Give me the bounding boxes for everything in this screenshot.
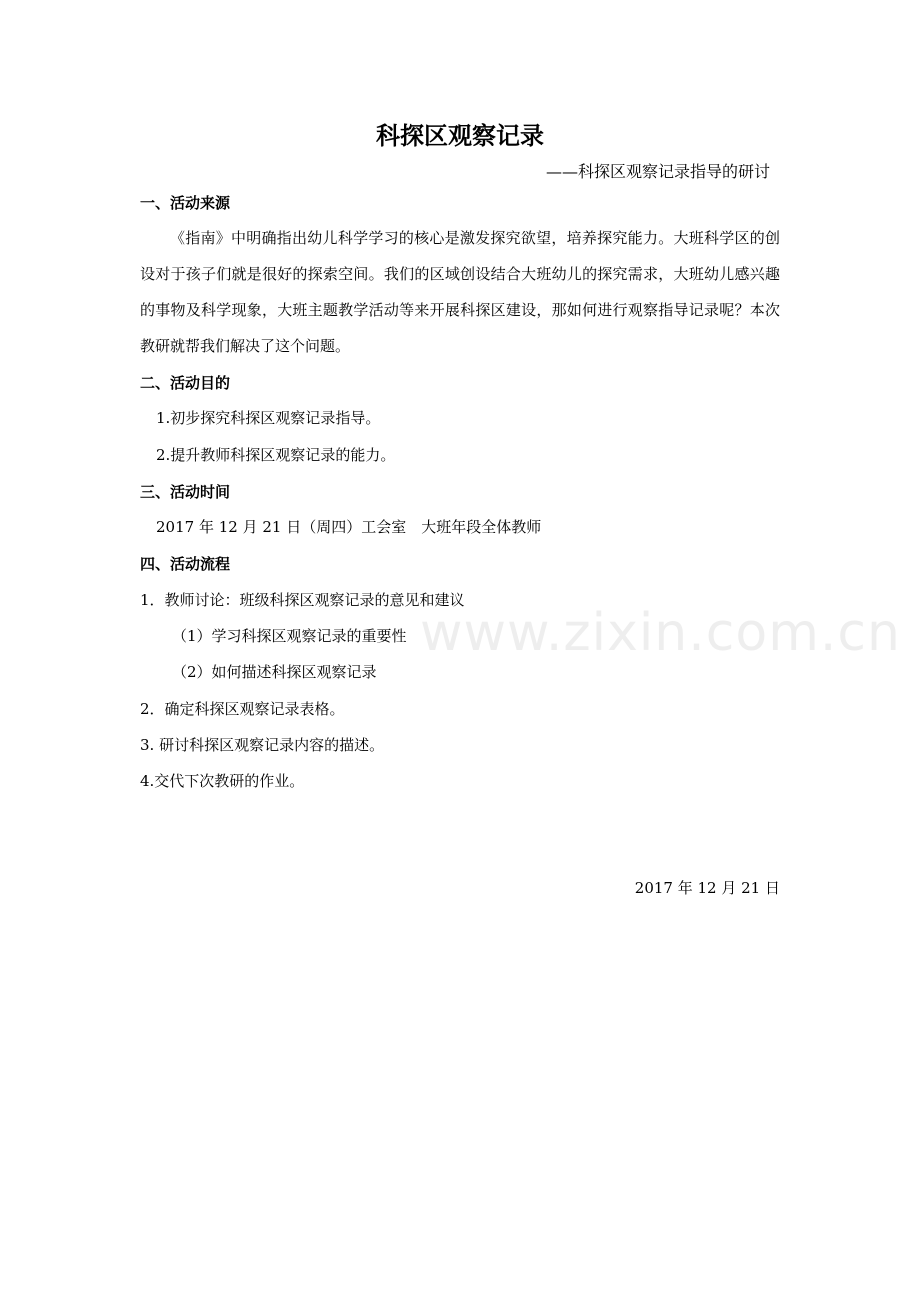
process-subitem-2: （2）如何描述科探区观察记录: [172, 663, 377, 681]
process-item-2: 2．确定科探区观察记录表格。: [140, 700, 345, 718]
section-heading-time: 三、活动时间: [140, 483, 231, 501]
watermark-text: www.zixin.com.cn: [420, 603, 901, 663]
process-subitem-1: （1）学习科探区观察记录的重要性: [172, 627, 407, 645]
purpose-item-2: 2.提升教师科探区观察记录的能力。: [156, 446, 396, 464]
section-heading-purpose: 二、活动目的: [140, 374, 231, 392]
section-body-source: 《指南》中明确指出幼儿科学学习的核心是激发探究欲望，培养探究能力。大班科学区的创设对于孩子们就是很好的探索空间。我们的区域创设结合大班幼儿的探究需求，大班幼儿感兴趣的事物及科学现象，大班主题教学活动等来开展科探区建设，那如何进行观察指导记录呢？本次教研就帮我们解决了这个问题。: [140, 229, 780, 355]
document-title: 科探区观察记录: [376, 122, 544, 150]
process-item-1: 1．教师讨论：班级科探区观察记录的意见和建议: [140, 591, 465, 609]
purpose-item-1: 1.初步探究科探区观察记录指导。: [156, 409, 381, 427]
activity-time-text: 2017 年 12 月 21 日（周四）工会室 大班年段全体教师: [156, 518, 542, 536]
document-subtitle: ——科探区观察记录指导的研讨: [545, 162, 770, 181]
process-item-3: 3. 研讨科探区观察记录内容的描述。: [140, 736, 385, 754]
section-heading-process: 四、活动流程: [140, 555, 231, 573]
document-date: 2017 年 12 月 21 日: [634, 879, 780, 897]
process-item-4: 4.交代下次教研的作业。: [140, 772, 305, 790]
section-heading-source: 一、活动来源: [140, 194, 231, 212]
